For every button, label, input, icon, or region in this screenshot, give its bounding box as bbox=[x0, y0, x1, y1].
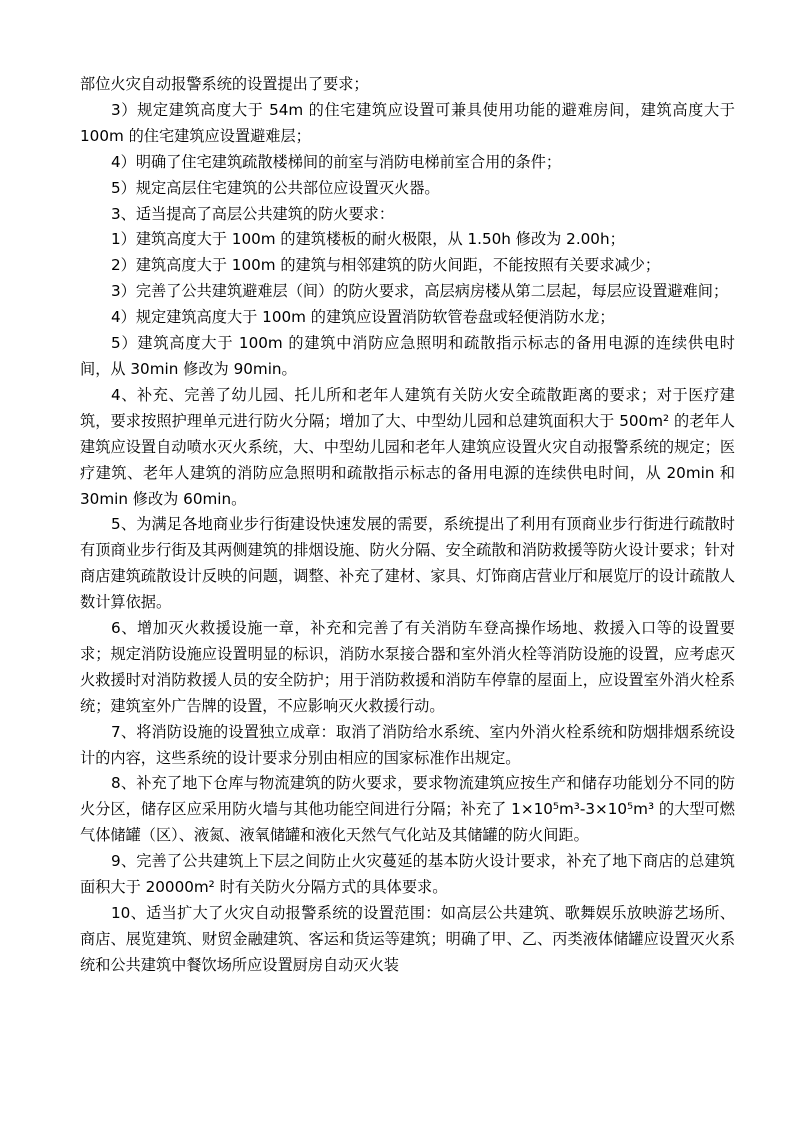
paragraph-item: 5）建筑高度大于 100m 的建筑中消防应急照明和疏散指示标志的备用电源的连续供电时间，从 30min 修改为 90min。 bbox=[80, 334, 735, 378]
paragraph-item: 3）规定建筑高度大于 54m 的住宅建筑应设置可兼具使用功能的避难房间，建筑高度大于 100m 的住宅建筑应设置避难层； bbox=[80, 100, 735, 145]
paragraph-continuation: 部位火灾自动报警系统的设置提出了要求； bbox=[80, 75, 369, 93]
paragraph-section: 6、增加灭火救援设施一章，补充和完善了有关消防车登高操作场地、救援入口等的设置要求；规定消防设施应设置明显的标识，消防水泵接合器和室外消火栓等消防设施的设置，应考虑灭火救援时对消防救援人员的安全防护；用于消防救援和消防车停靠的屋面上，应设置室外消火栓系统；建筑室外广告牌的设置，不应影响灭火救援行动。 bbox=[80, 619, 735, 715]
document-page bbox=[80, 72, 735, 979]
paragraph-item: 3）完善了公共建筑避难层（间）的防火要求，高层病房楼从第二层起，每层应设置避难间； bbox=[111, 282, 729, 301]
paragraph-item: 4）明确了住宅建筑疏散楼梯间的前室与消防电梯前室合用的条件； bbox=[111, 152, 562, 171]
paragraph-section: 5、为满足各地商业步行街建设快速发展的需要，系统提出了利用有顶商业步行街进行疏散时有顶商业步行街及其两侧建筑的排烟设施、防火分隔、安全疏散和消防救援等防火设计要求；针对商店建筑疏散设计反映的问题，调整、补充了建材、家具、灯饰商店营业厅和展览厅的设计疏散人数计算依据。 bbox=[80, 515, 735, 612]
paragraph-item: 2）建筑高度大于 100m 的建筑与相邻建筑的防火间距，不能按照有关要求减少； bbox=[111, 256, 661, 275]
paragraph-item: 5）规定高层住宅建筑的公共部位应设置灭火器。 bbox=[111, 178, 440, 197]
section-heading: 3、适当提高了高层公共建筑的防火要求： bbox=[111, 204, 395, 223]
paragraph-section: 7、将消防设施的设置独立成章：取消了消防给水系统、室内外消火栓系统和防烟排烟系统设计的内容，这些系统的设计要求分别由相应的国家标准作出规定。 bbox=[80, 722, 735, 767]
paragraph-section: 4、补充、完善了幼儿园、托儿所和老年人建筑有关防火安全疏散距离的要求；对于医疗建筑，要求按照护理单元进行防火分隔；增加了大、中型幼儿园和总建筑面积大于 500m² 的老年人建筑应设置自动喷水灭火系统，大、中型幼儿园和老年人建筑应设置火灾自动报警系统的规定；医疗建筑、老年人建筑的消防应急照明和疏散指示标志的备用电源的连续供电时间，从 20min 和 30min 修改为 60min。 bbox=[80, 385, 735, 508]
paragraph-section: 10、适当扩大了火灾自动报警系统的设置范围：如高层公共建筑、歌舞娱乐放映游艺场所、商店、展览建筑、财贸金融建筑、客运和货运等建筑；明确了甲、乙、丙类液体储罐应设置灭火系统和公共建筑中餐饮场所应设置厨房自动灭火装 bbox=[80, 904, 735, 974]
paragraph-section: 9、完善了公共建筑上下层之间防止火灾蔓延的基本防火设计要求，补充了地下商店的总建筑面积大于 20000m² 时有关防火分隔方式的具体要求。 bbox=[80, 852, 735, 897]
paragraph-item: 4）规定建筑高度大于 100m 的建筑应设置消防软管卷盘或轻便消防水龙； bbox=[111, 308, 615, 327]
paragraph-item: 1）建筑高度大于 100m 的建筑楼板的耐火极限，从 1.50h 修改为 2.00h； bbox=[111, 230, 625, 249]
paragraph-section: 8、补充了地下仓库与物流建筑的防火要求，要求物流建筑应按生产和储存功能划分不同的防火分区，储存区应采用防火墙与其他功能空间进行分隔；补充了 1×10⁵m³-3×10⁵m³ 的大型可燃气体储罐（区）、液氮、液氧储罐和液化天然气气化站及其储罐的防火间距。 bbox=[80, 774, 735, 845]
